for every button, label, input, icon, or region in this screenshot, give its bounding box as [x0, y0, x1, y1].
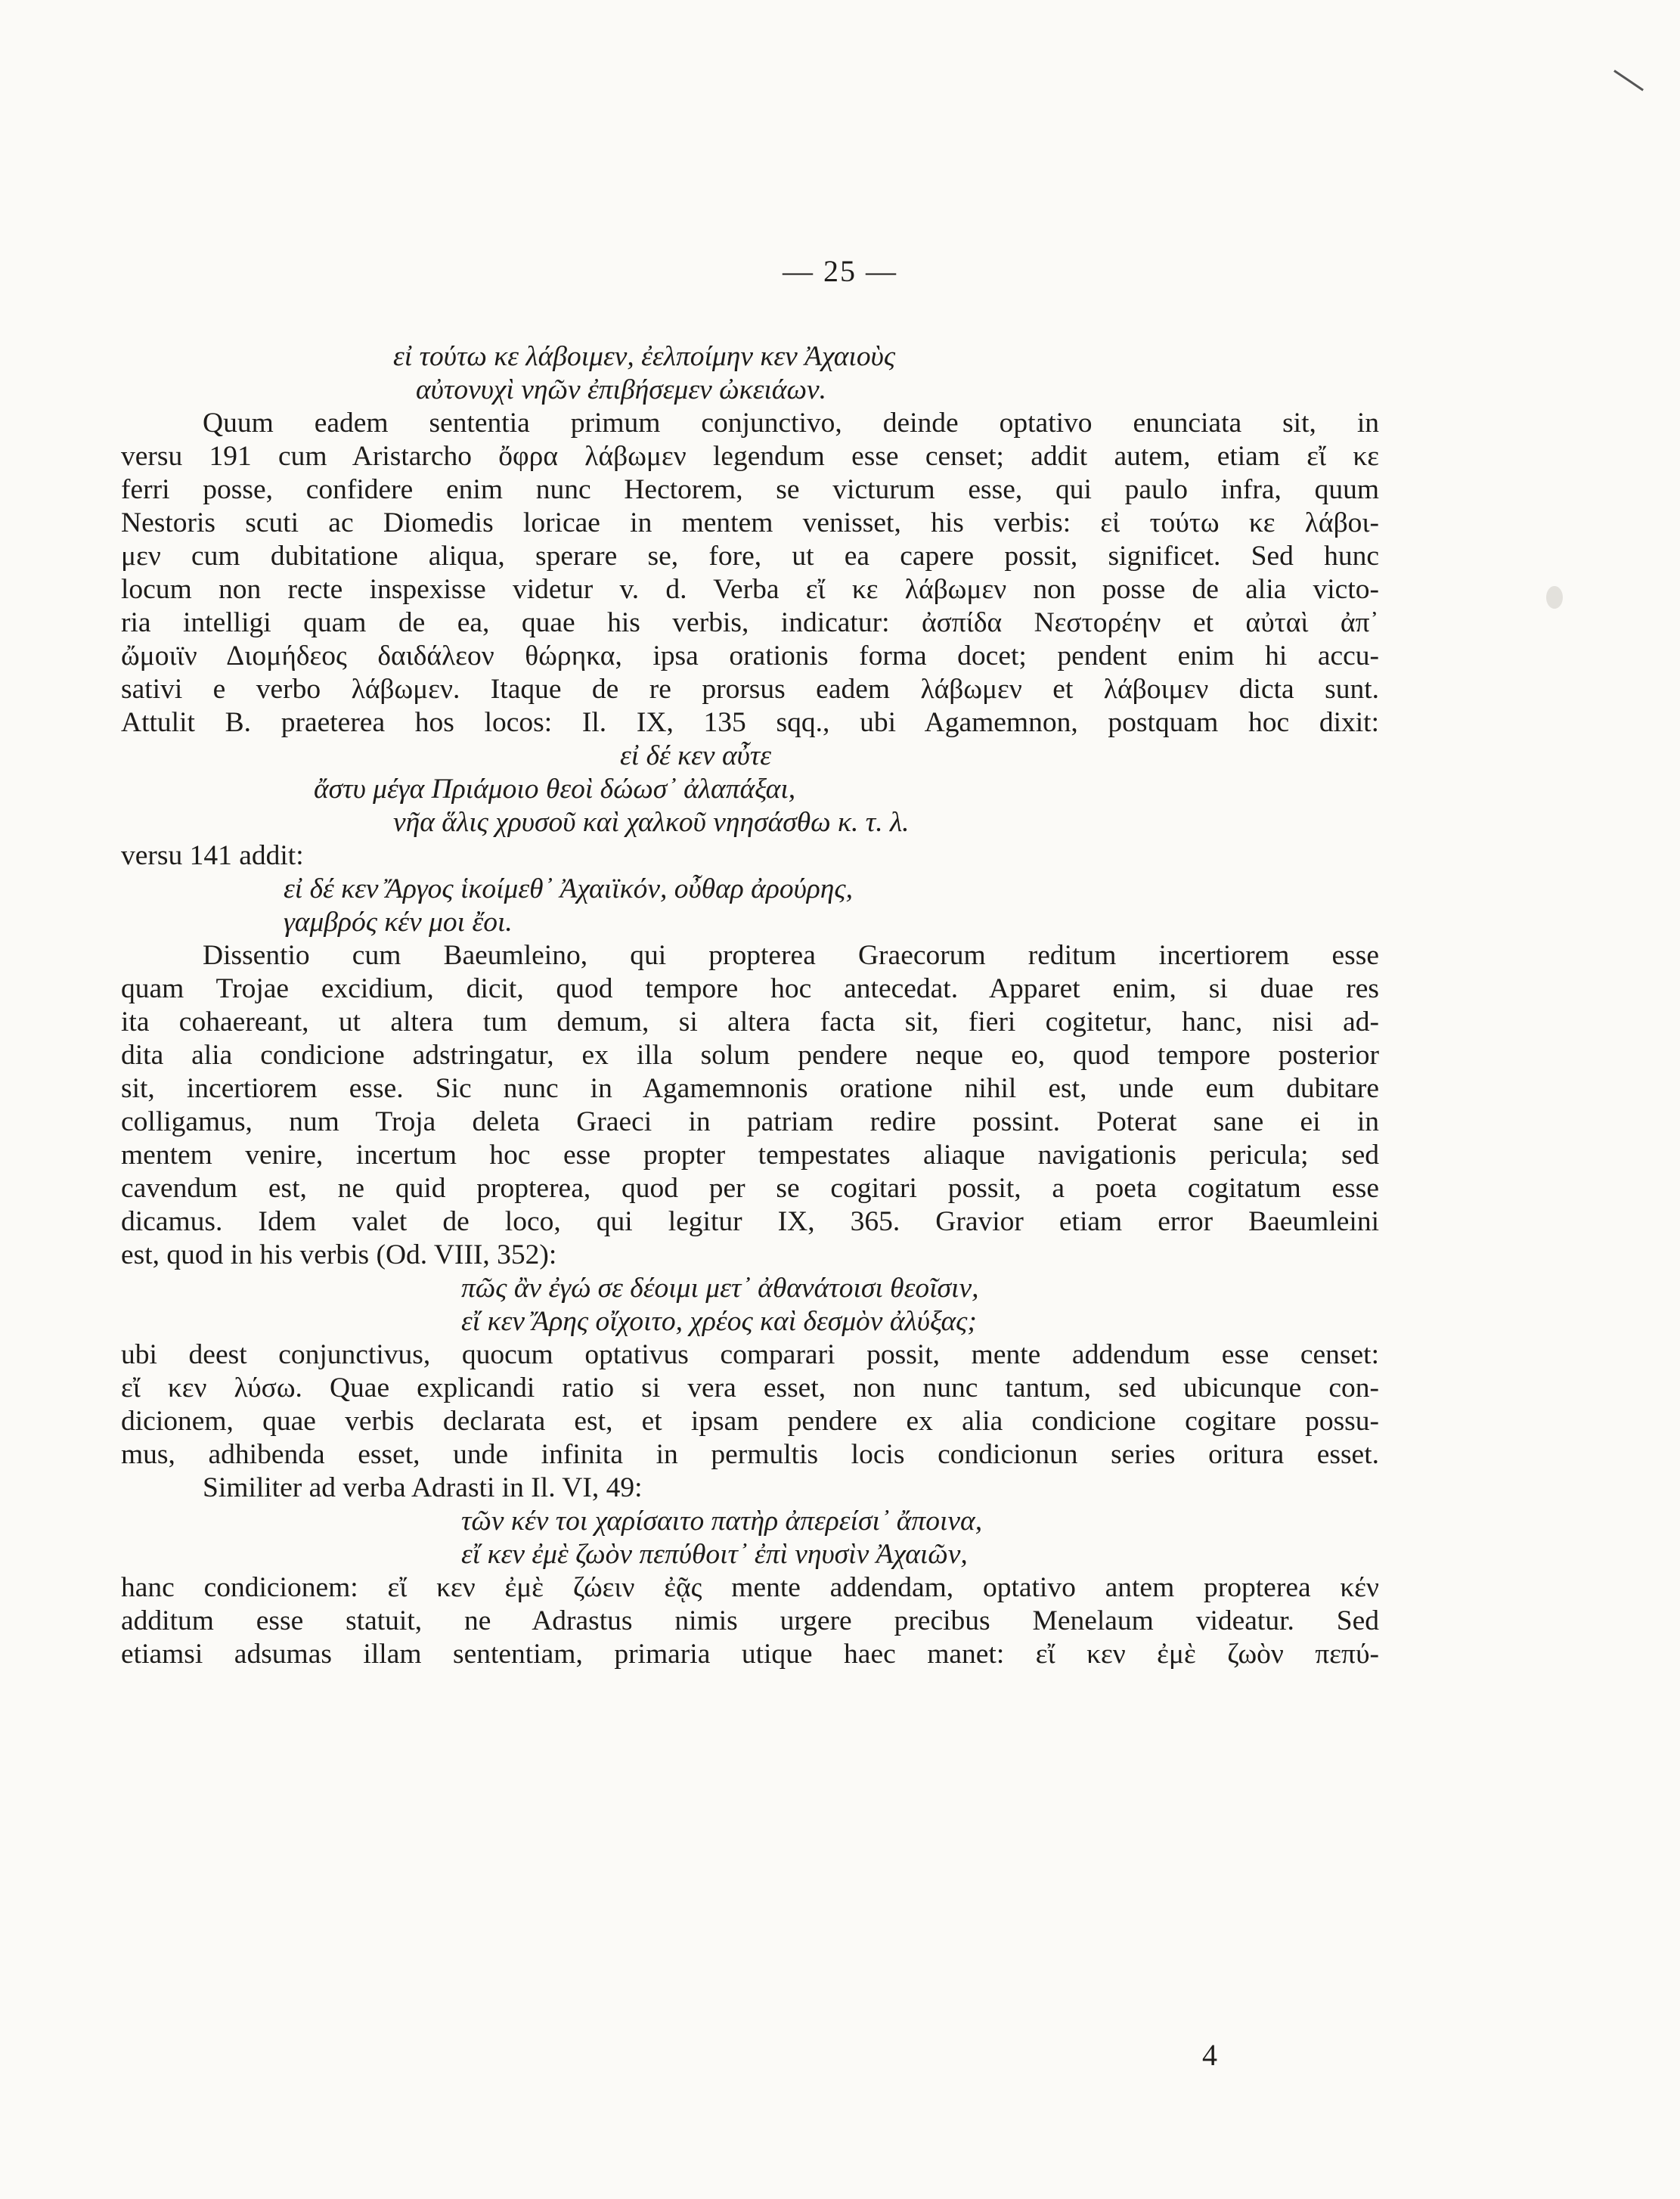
text-line: locum non recte inspexisse videtur v. d. Verba εἴ κε λάβωμεν non posse de alia victo- — [121, 574, 1379, 605]
text-line: mus, adhibenda esset, unde infinita in permultis locis condicionun series oritura esset. — [121, 1439, 1379, 1470]
text-line: etiamsi adsumas illam sententiam, primaria utique haec manet: εἴ κεν ἐμὲ ζωὸν πεπύ- — [121, 1639, 1379, 1670]
body-text — [121, 340, 1379, 1671]
text-line: cavendum est, ne quid propterea, quod per se cogitari possit, a poeta cogitatum esse — [121, 1173, 1379, 1204]
ink-spot — [1546, 586, 1563, 609]
text-line: dita alia condicione adstringatur, ex illa solum pendere neque eo, quod tempore posterior — [121, 1040, 1379, 1071]
text-line: sativi e verbo λάβωμεν. Itaque de re prorsus eadem λάβωμεν et λάβοιμεν dicta sunt. — [121, 674, 1379, 705]
text-line: εἰ δέ κεν αὖτε — [620, 740, 772, 771]
text-line: ferri posse, confidere enim nunc Hectorem, se victurum esse, qui paulo infra, quum — [121, 474, 1379, 505]
text-line: τῶν κέν τοι χαρίσαιτο πατὴρ ἀπερείσι᾽ ἄποινα, — [461, 1506, 983, 1537]
page-number: — 25 — — [783, 254, 897, 288]
text-line: sit, incertiorem esse. Sic nunc in Agamemnonis oratione nihil est, unde eum dubitare — [121, 1073, 1379, 1104]
text-line: dicionem, quae verbis declarata est, et ipsam pendere ex alia condicione cogitare possu- — [121, 1406, 1379, 1437]
text-line: ἄστυ μέγα Πριάμοιο θεοὶ δώωσ᾽ ἀλαπάξαι, — [314, 774, 796, 805]
text-line: dicamus. Idem valet de loco, qui legitur IX, 365. Gravior etiam error Baeumleini — [121, 1206, 1379, 1237]
text-line: quam Trojae excidium, dicit, quod tempore hoc antecedat. Apparet enim, si duae res — [121, 973, 1379, 1004]
text-line: Attulit B. praeterea hos locos: Il. IX, 135 sqq., ubi Agamemnon, postquam hoc dixit: — [121, 707, 1379, 738]
text-line: colligamus, num Troja deleta Graeci in patriam redire possint. Poterat sane ei in — [121, 1106, 1379, 1137]
text-line: versu 191 cum Aristarcho ὄφρα λάβωμεν legendum esse censet; addit autem, etiam εἴ κε — [121, 441, 1379, 472]
text-line: additum esse statuit, ne Adrastus nimis urgere precibus Menelaum videatur. Sed — [121, 1605, 1379, 1636]
text-line: εἴ κεν ἐμὲ ζωὸν πεπύθοιτ᾽ ἐπὶ νηυσὶν Ἀχαιῶν, — [461, 1539, 968, 1570]
text-line: Similiter ad verba Adrasti in Il. VI, 49: — [203, 1472, 643, 1503]
text-line: est, quod in his verbis (Od. VIII, 352): — [121, 1239, 557, 1270]
text-line: μεν cum dubitatione aliqua, sperare se, fore, ut ea capere possit, significet. Sed hunc — [121, 541, 1379, 572]
text-line: πῶς ἂν ἐγώ σε δέοιμι μετ᾽ ἀθανάτοισι θεοῖσιν, — [461, 1273, 979, 1304]
text-line: Quum eadem sententia primum conjunctivo, deinde optativo enunciata sit, in — [203, 408, 1379, 439]
signature-mark: 4 — [1202, 2038, 1217, 2072]
text-line: versu 141 addit: — [121, 840, 304, 871]
text-line: νῆα ἅλις χρυσοῦ καὶ χαλκοῦ νηησάσθω κ. τ. λ. — [393, 807, 910, 838]
text-line: Nestoris scuti ac Diomedis loricae in mentem venisset, his verbis: εἰ τούτω κε λάβοι- — [121, 507, 1379, 538]
text-line: εἴ κεν λύσω. Quae explicandi ratio si vera esset, non nunc tantum, sed ubicunque con- — [121, 1372, 1379, 1403]
text-line: γαμβρός κέν μοι ἔοι. — [284, 907, 513, 938]
text-line: ria intelligi quam de ea, quae his verbis, indicatur: ἀσπίδα Νεστορέην et αὐταὶ ἀπ᾽ — [121, 607, 1379, 638]
text-line: εἰ τούτω κε λάβοιμεν, ἐελποίμην κεν Ἀχαιοὺς — [393, 341, 896, 372]
text-line: εἴ κεν Ἄρης οἴχοιτο, χρέος καὶ δεσμὸν ἀλύξας; — [461, 1306, 977, 1337]
text-line: αὐτονυχὶ νηῶν ἐπιβήσεμεν ὠκειάων. — [416, 374, 826, 405]
text-line: εἰ δέ κεν Ἄργος ἱκοίμεθ᾽ Ἀχαιϊκόν, οὖθαρ ἀρούρης, — [284, 873, 854, 904]
text-line: Dissentio cum Baeumleino, qui propterea Graecorum reditum incertiorem esse — [203, 940, 1379, 971]
text-line: ubi deest conjunctivus, quocum optativus comparari possit, mente addendum esse censet: — [121, 1339, 1379, 1370]
text-line: ὤμοιϊν Διομήδεος δαιδάλεον θώρηκα, ipsa orationis forma docet; pendent enim hi accu- — [121, 640, 1379, 671]
text-line: ita cohaereant, ut altera tum demum, si altera facta sit, fieri cogitetur, hanc, nisi ad- — [121, 1006, 1379, 1037]
scan-mark — [1613, 70, 1644, 91]
text-line: hanc condicionem: εἴ κεν ἐμὲ ζώειν ἐᾷς mente addendam, optativo antem propterea κέν — [121, 1572, 1379, 1603]
text-line: mentem venire, incertum hoc esse propter tempestates aliaque navigationis pericula; sed — [121, 1140, 1379, 1171]
